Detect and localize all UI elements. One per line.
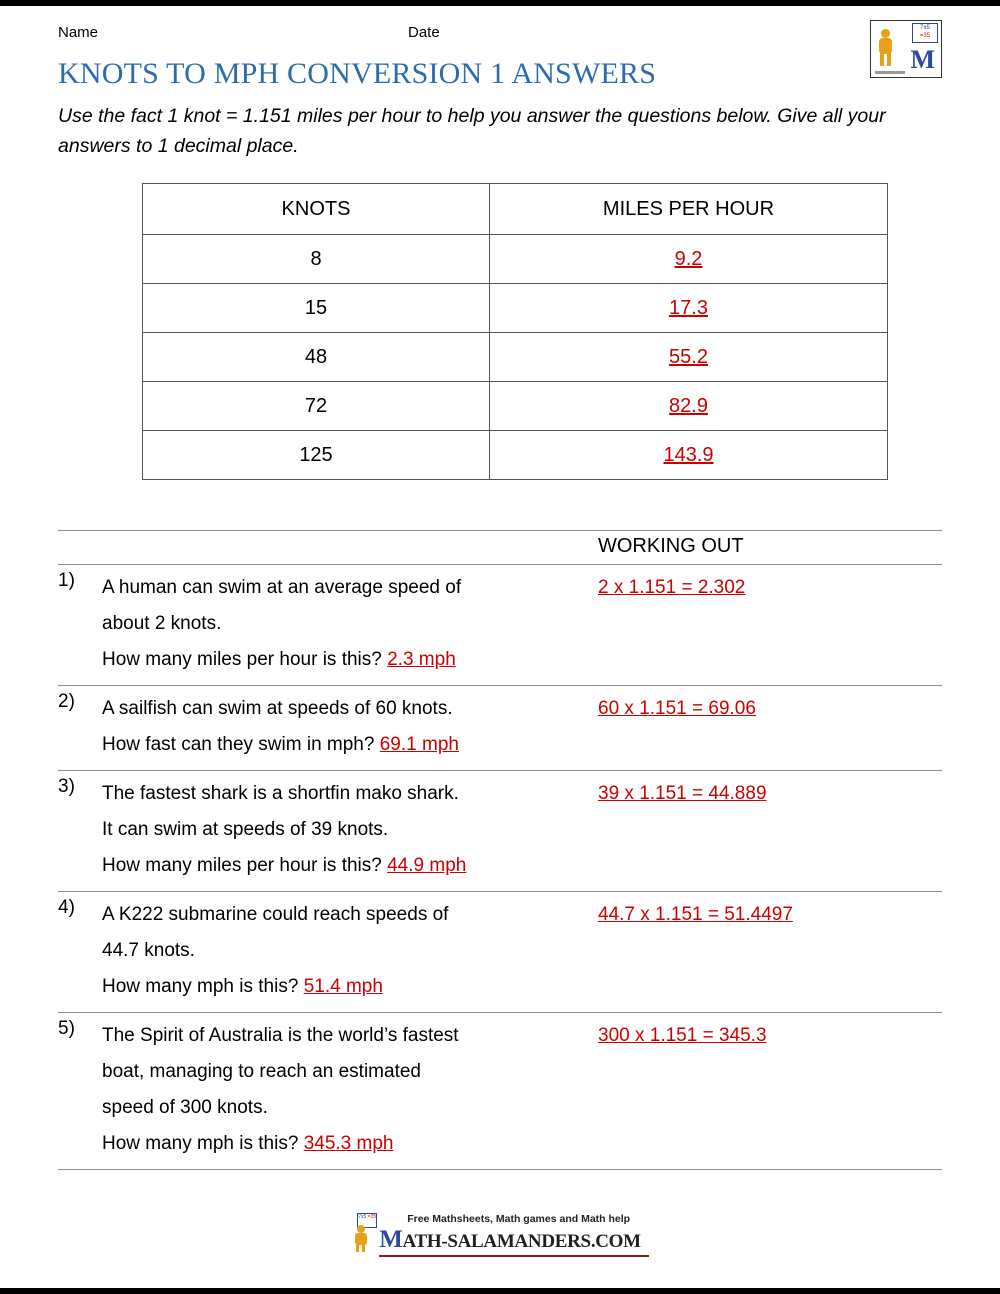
- cell-knots: 15: [143, 284, 490, 333]
- question-line: It can swim at speeds of 39 knots.: [102, 819, 389, 840]
- math-salamanders-logo: [870, 20, 942, 78]
- page-footer: [0, 1213, 1000, 1254]
- footer-mini-top: 7x5: [358, 1214, 367, 1220]
- cell-mph: [490, 382, 888, 431]
- meta-row: [58, 6, 942, 41]
- working-out-value: 44.7 x 1.151 = 51.4497: [598, 892, 942, 1013]
- question-row: [58, 1013, 942, 1170]
- column-header-knots: KNOTS: [143, 184, 490, 235]
- cell-mph: [490, 235, 888, 284]
- question-line: A sailfish can swim at speeds of 60 knots.: [102, 698, 453, 719]
- footer-logo-block: [359, 1213, 641, 1254]
- cell-knots: 48: [143, 333, 490, 382]
- question-line: 44.7 knots.: [102, 940, 195, 961]
- question-line: A K222 submarine could reach speeds of: [102, 904, 449, 925]
- question-text: [102, 1013, 598, 1170]
- question-row: [58, 892, 942, 1013]
- working-out-value: 300 x 1.151 = 345.3: [598, 1013, 942, 1170]
- cell-mph: [490, 284, 888, 333]
- question-line: The Spirit of Australia is the world’s fastest: [102, 1025, 459, 1046]
- conversion-table: [142, 183, 888, 480]
- question-line: A human can swim at an average speed of: [102, 577, 462, 598]
- questions-table: [58, 564, 942, 1170]
- working-out-header: [58, 530, 942, 564]
- footer-url: [379, 1226, 641, 1254]
- working-out-value: 60 x 1.151 = 69.06: [598, 686, 942, 771]
- logo-mini-card: [912, 23, 938, 43]
- question-text: [102, 892, 598, 1013]
- question-prompt: How many miles per hour is this?: [102, 855, 382, 876]
- question-number: 1): [58, 565, 102, 686]
- question-prompt-line: [102, 848, 598, 884]
- answer-value: 9.2: [674, 247, 703, 270]
- question-prompt: How fast can they swim in mph?: [102, 734, 375, 755]
- footer-url-lead: M: [379, 1226, 403, 1253]
- answer-value: 82.9: [669, 394, 708, 417]
- question-number: 5): [58, 1013, 102, 1170]
- column-header-mph: MILES PER HOUR: [490, 184, 888, 235]
- inline-answer: 2.3 mph: [387, 649, 456, 670]
- footer-tagline: Free Mathsheets, Math games and Math help: [407, 1213, 631, 1225]
- date-label: Date: [408, 24, 440, 41]
- cell-knots: 72: [143, 382, 490, 431]
- table-row: [143, 235, 888, 284]
- question-prompt-line: [102, 1126, 598, 1162]
- working-out-value: 39 x 1.151 = 44.889: [598, 771, 942, 892]
- cell-mph: [490, 431, 888, 480]
- answer-value: 143.9: [663, 443, 714, 466]
- logo-m-letter: M: [910, 45, 935, 74]
- working-out-value: 2 x 1.151 = 2.302: [598, 565, 942, 686]
- question-row: [58, 771, 942, 892]
- question-prompt-line: [102, 642, 598, 678]
- salamander-icon: [877, 29, 895, 69]
- page-content: [0, 6, 1000, 1170]
- logo-mini-bottom: =35: [919, 33, 931, 39]
- question-prompt-line: [102, 969, 598, 1005]
- inline-answer: 69.1 mph: [379, 734, 459, 755]
- table-header-row: [143, 184, 888, 235]
- question-prompt: How many mph is this?: [102, 1133, 299, 1154]
- answer-value: 17.3: [669, 296, 708, 319]
- question-prompt: How many miles per hour is this?: [102, 649, 382, 670]
- inline-answer: 44.9 mph: [387, 855, 467, 876]
- question-number: 4): [58, 892, 102, 1013]
- instructions-text: Use the fact 1 knot = 1.151 miles per hour to help you answer the questions below. Give all your answers to 1 decimal place.: [58, 105, 886, 157]
- cell-mph: [490, 333, 888, 382]
- inline-answer: 51.4 mph: [303, 976, 383, 997]
- question-text: [102, 771, 598, 892]
- name-label: Name: [58, 24, 99, 41]
- inline-answer: 345.3 mph: [303, 1133, 394, 1154]
- question-prompt-line: [102, 727, 598, 763]
- question-text: [102, 565, 598, 686]
- question-number: 3): [58, 771, 102, 892]
- logo-mini-top: 7x5: [920, 25, 930, 31]
- question-row: [58, 565, 942, 686]
- footer-salamander-icon: [351, 1213, 395, 1253]
- table-row: [143, 333, 888, 382]
- question-text: [102, 686, 598, 771]
- question-line: about 2 knots.: [102, 613, 222, 634]
- footer-mini-bottom: =35: [367, 1214, 377, 1220]
- cell-knots: 8: [143, 235, 490, 284]
- footer-underline: [379, 1255, 649, 1257]
- question-number: 2): [58, 686, 102, 771]
- question-row: [58, 686, 942, 771]
- question-line: The fastest shark is a shortfin mako shark.: [102, 783, 459, 804]
- cell-knots: 125: [143, 431, 490, 480]
- working-out-label: WORKING OUT: [598, 535, 744, 557]
- table-row: [143, 431, 888, 480]
- question-line: boat, managing to reach an estimated: [102, 1061, 421, 1082]
- question-prompt: How many mph is this?: [102, 976, 299, 997]
- answer-value: 55.2: [669, 345, 708, 368]
- table-row: [143, 284, 888, 333]
- page-title: KNOTS TO MPH CONVERSION 1 ANSWERS: [58, 57, 657, 90]
- footer-url-rest: ATH-SALAMANDERS.COM: [402, 1231, 641, 1252]
- question-line: speed of 300 knots.: [102, 1097, 268, 1118]
- logo-ground-bar: [875, 71, 905, 74]
- table-row: [143, 382, 888, 431]
